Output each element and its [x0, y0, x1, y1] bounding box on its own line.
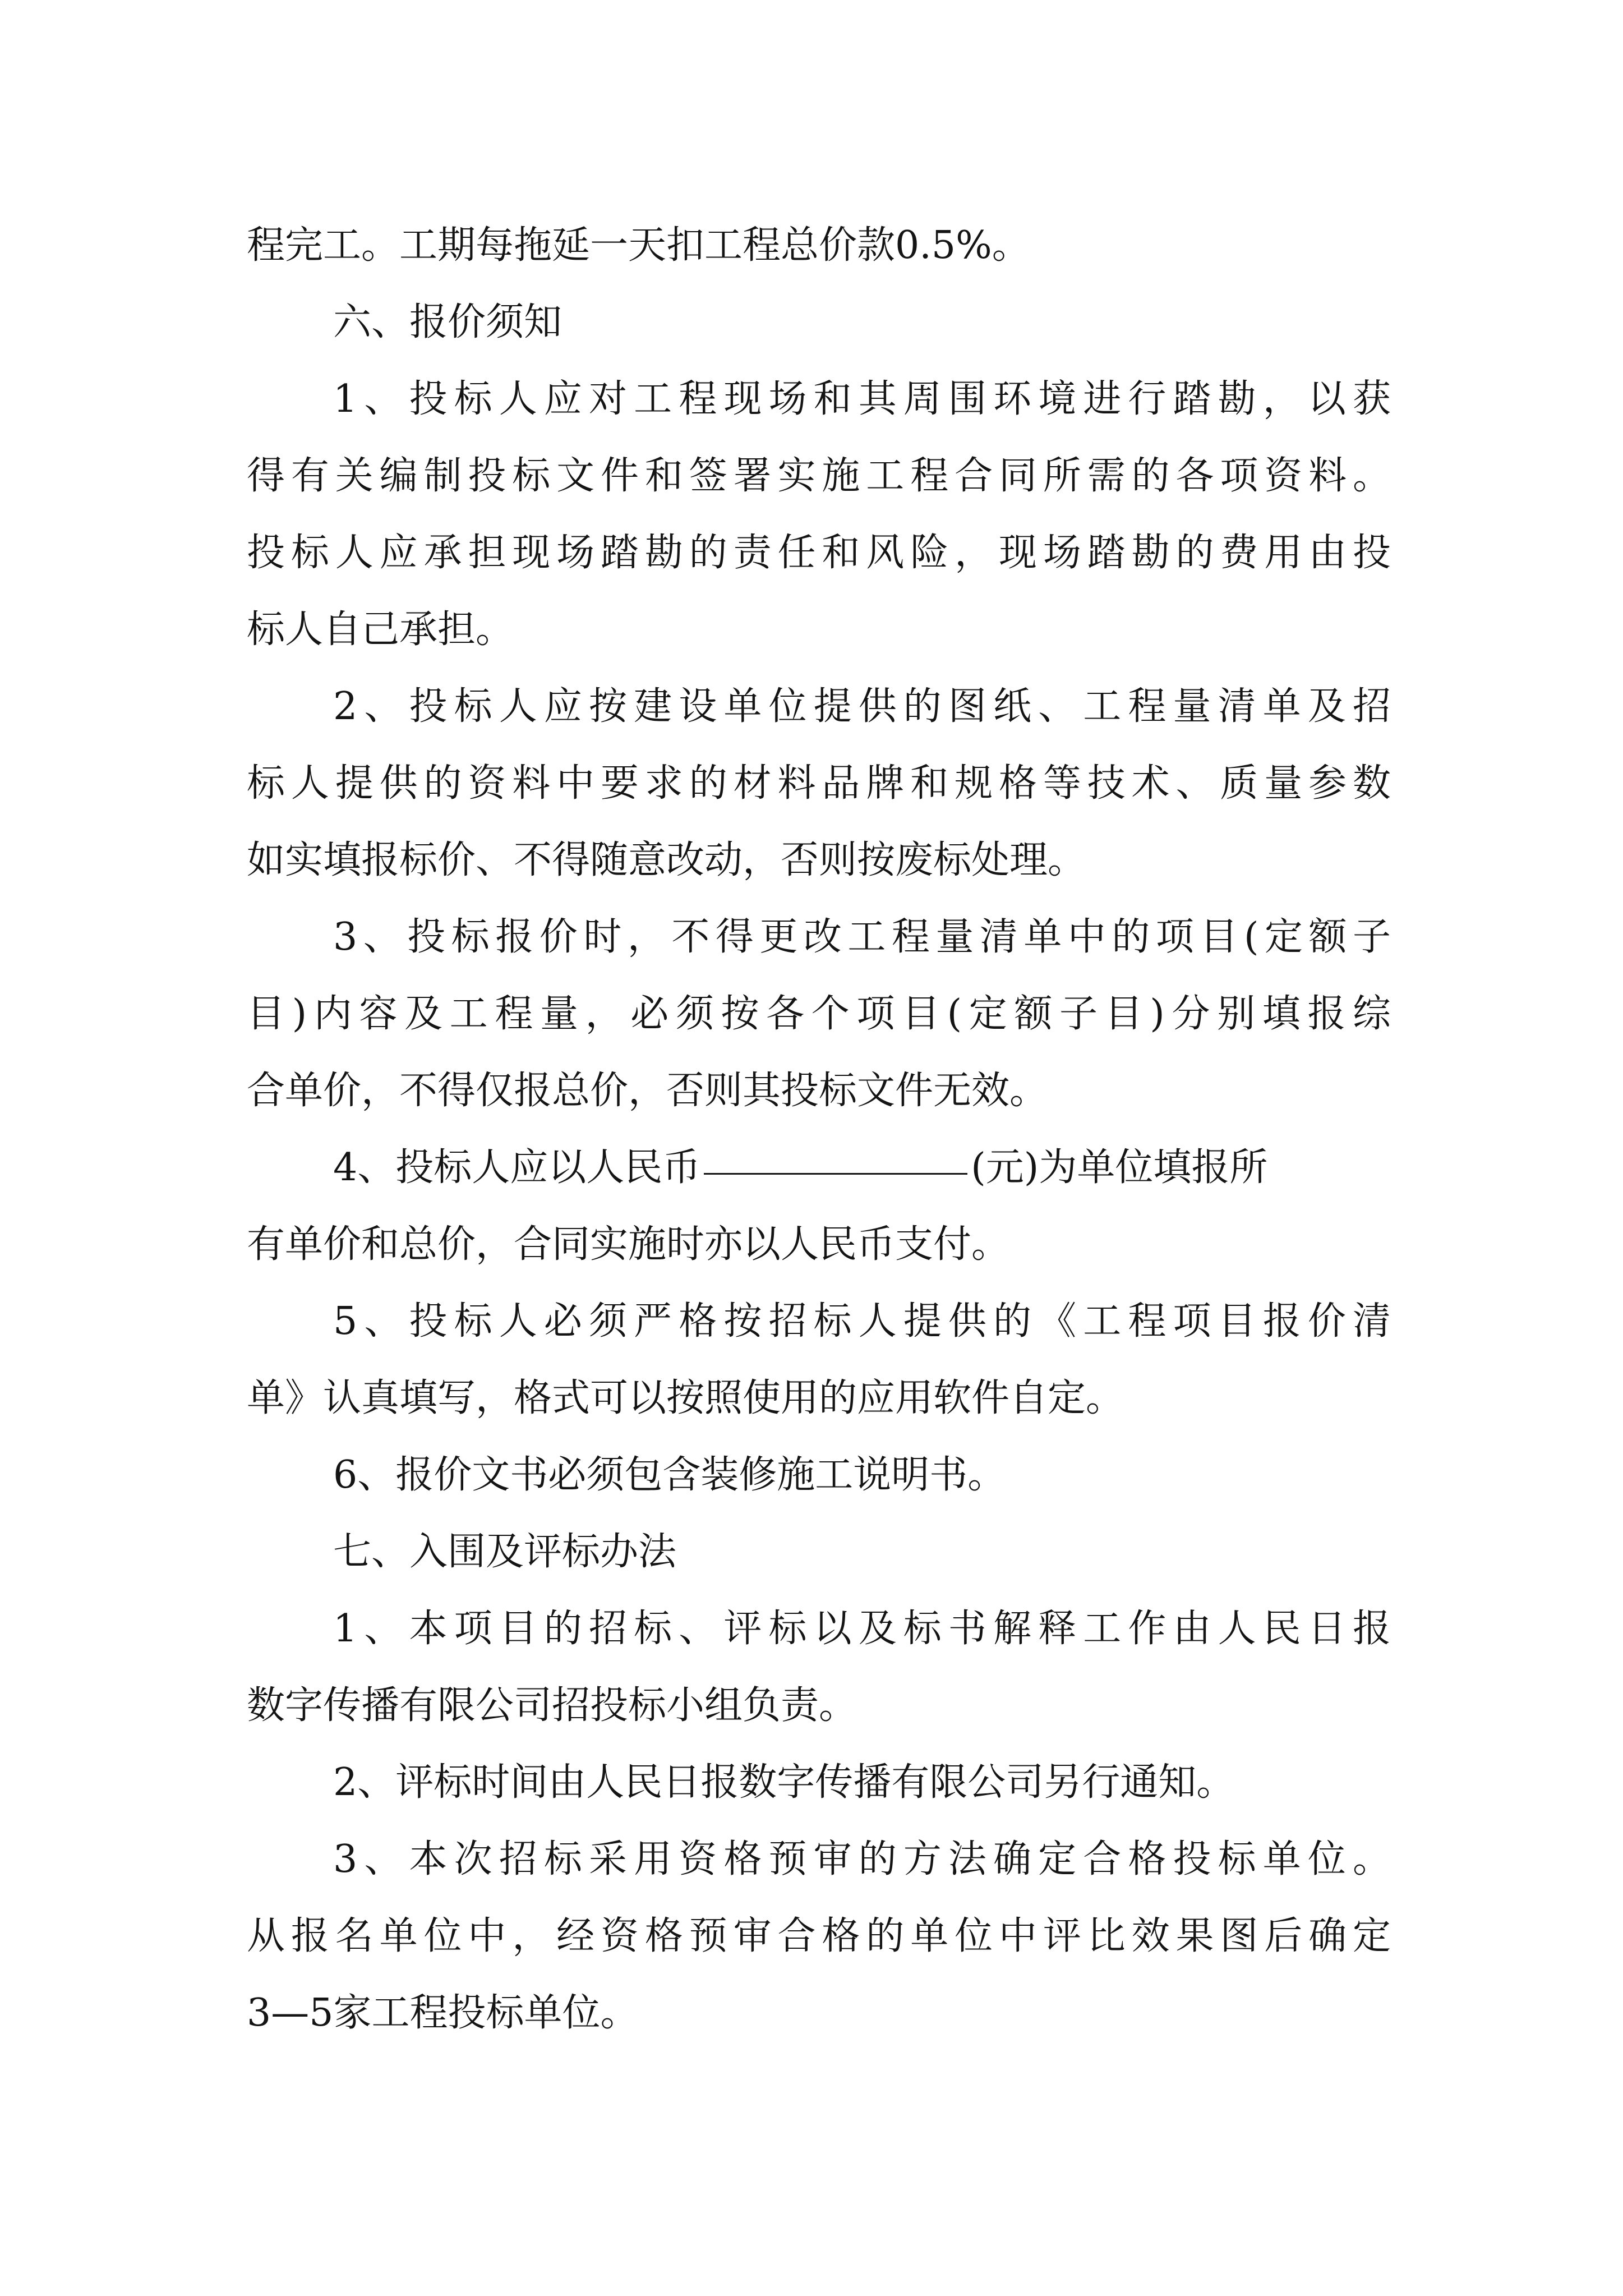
section-heading-quote-notice: 六、报价须知 [333, 300, 562, 344]
paragraph-line: 标人自己承担。 [247, 608, 514, 652]
line-end-text: (元)为单位填报所 [971, 1145, 1268, 1190]
paragraph-line: 得有关编制投标文件和签署实施工程合同所需的各项资料。 [247, 454, 1391, 498]
paragraph-line: 3—5家工程投标单位。 [247, 1991, 639, 2035]
line-start-text: 4、投标人应以人民币 [333, 1145, 701, 1190]
paragraph-line: 如实填报标价、不得随意改动，否则按废标处理。 [247, 838, 1086, 882]
paragraph-line: 合单价，不得仅报总价，否则其投标文件无效。 [247, 1069, 1048, 1113]
paragraph-line: 2、投标人应按建设单位提供的图纸、工程量清单及招 [333, 684, 1391, 729]
paragraph-line: 有单价和总价，合同实施时亦以人民币支付。 [247, 1222, 1010, 1267]
fill-in-blank [704, 1173, 967, 1175]
paragraph-line: 从报名单位中，经资格预审合格的单位中评比效果图后确定 [247, 1914, 1391, 1958]
paragraph-line: 标人提供的资料中要求的材料品牌和规格等技术、质量参数 [247, 761, 1391, 806]
paragraph-line: 单》认真填写，格式可以按照使用的应用软件自定。 [247, 1376, 1124, 1420]
paragraph-line: 1、投标人应对工程现场和其周围环境进行踏勘，以获 [333, 377, 1391, 421]
paragraph-line: 数字传播有限公司招投标小组负责。 [247, 1683, 857, 1728]
paragraph-line: 5、投标人必须严格按招标人提供的《工程项目报价清 [333, 1299, 1391, 1343]
paragraph-line: 6、报价文书必须包含装修施工说明书。 [333, 1453, 1006, 1497]
paragraph-line: 3、投标报价时，不得更改工程量清单中的项目(定额子 [333, 915, 1391, 959]
paragraph-line-with-blank [333, 1129, 1391, 1207]
paragraph-line: 投标人应承担现场踏勘的责任和风险，现场踏勘的费用由投 [247, 531, 1391, 575]
section-heading-shortlist-evaluation: 七、入围及评标办法 [333, 1530, 677, 1574]
paragraph-line: 3、本次招标采用资格预审的方法确定合格投标单位。 [333, 1837, 1391, 1881]
paragraph-line: 1、本项目的招标、评标以及标书解释工作由人民日报 [333, 1607, 1391, 1651]
paragraph-line: 程完工。工期每拖延一天扣工程总价款0.5%。 [247, 223, 1030, 268]
paragraph-line: 目)内容及工程量，必须按各个项目(定额子目)分别填报综 [247, 992, 1391, 1036]
paragraph-line: 2、评标时间由人民日报数字传播有限公司另行通知。 [333, 1760, 1235, 1805]
